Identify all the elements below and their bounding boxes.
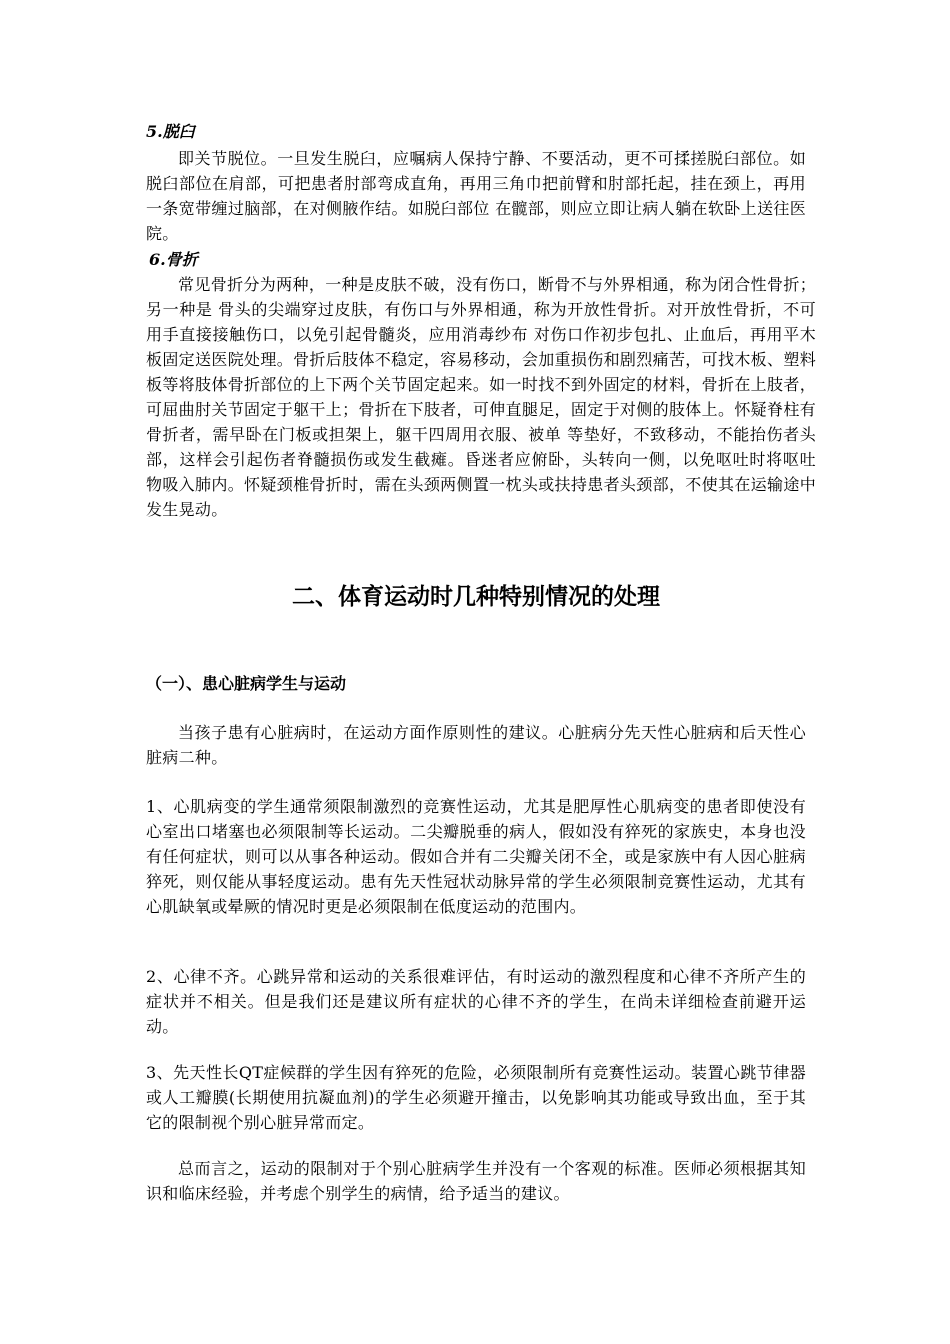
section-title-special-situations: 二、体育运动时几种特别情况的处理 bbox=[292, 584, 660, 610]
paragraph-summary: 总而言之，运动的限制对于个别心脏病学生并没有一个客观的标准。医师必须根据其知识和临床经验，并考虑个别学生的病情，给予适当的建议。 bbox=[146, 1159, 806, 1203]
paragraph-heart-intro: 当孩子患有心脏病时，在运动方面作原则性的建议。心脏病分先天性心脏病和后天性心脏病二种。 bbox=[146, 723, 806, 767]
heading-fracture: 6.骨折 bbox=[149, 250, 198, 269]
paragraph-dislocation: 即关节脱位。一旦发生脱臼，应嘱病人保持宁静、不要活动，更不可揉搓脱臼部位。如脱臼部位在肩部，可把患者肘部弯成直角，再用三角巾把前臂和肘部托起，挂在颈上，再用一条宽带缠过脑部，在对侧腋作结。如脱臼部位 在髋部，则应立即让病人躺在软卧上送往医院。 bbox=[146, 149, 806, 243]
paragraph-item-1-cardiomyopathy: 1、心肌病变的学生通常须限制激烈的竞赛性运动，尤其是肥厚性心肌病变的患者即使没有心室出口堵塞也必须限制等长运动。二尖瓣脱垂的病人，假如没有猝死的家族史，本身也没有任何症状，则可以从事各种运动。假如合并有二尖瓣关闭不全，或是家族中有人因心脏病猝死，则仅能从事轻度运动。患有先天性冠状动脉异常的学生必须限制竞赛性运动，尤其有心肌缺氧或晕厥的情况时更是必须限制在低度运动的范围内。 bbox=[146, 797, 806, 916]
subsection-title-heart-disease: （一）、患心脏病学生与运动 bbox=[146, 674, 347, 693]
paragraph-item-3-long-qt: 3、先天性长QT症候群的学生因有猝死的危险，必须限制所有竞赛性运动。装置心跳节律器或人工瓣膜(长期使用抗凝血剂)的学生必须避开撞击，以免影响其功能或导致出血，至于其它的限制视个别心脏异常而定。 bbox=[146, 1063, 806, 1132]
heading-dislocation: 5.脱臼 bbox=[146, 122, 195, 141]
paragraph-item-2-arrhythmia: 2、心律不齐。心跳异常和运动的关系很难评估，有时运动的激烈程度和心律不齐所产生的症状并不相关。但是我们还是建议所有症状的心律不齐的学生，在尚未详细检查前避开运动。 bbox=[146, 967, 806, 1036]
paragraph-fracture: 常见骨折分为两种，一种是皮肤不破，没有伤口，断骨不与外界相通，称为闭合性骨折；另一种是 骨头的尖端穿过皮肤，有伤口与外界相通，称为开放性骨折。对开放性骨折，不可用手直接接触伤口，以免引起骨髓炎，应用消毒纱布 对伤口作初步包扎、止血后，再用平木板固定送医院处理。骨折后肢体不稳定，容易移动，会加重损伤和剧烈痛苦，可找木板、塑料板等将肢体骨折部位的上下两个关节固定起来。如一时找不到外固定的材料，骨折在上肢者，可屈曲肘关节固定于躯干上；骨折在下肢者，可伸直腿足，固定于对侧的肢体上。怀疑脊柱有骨折者，需早卧在门板或担架上，躯干四周用衣服、被单 等垫好，不致移动，不能抬伤者头部，这样会引起伤者脊髓损伤或发生截瘫。昏迷者应俯卧，头转向一侧，以免呕吐时将呕吐 物吸入肺内。怀疑颈椎骨折时，需在头颈两侧置一枕头或扶持患者头颈部，不使其在运输途中发生晃动。 bbox=[146, 275, 816, 519]
